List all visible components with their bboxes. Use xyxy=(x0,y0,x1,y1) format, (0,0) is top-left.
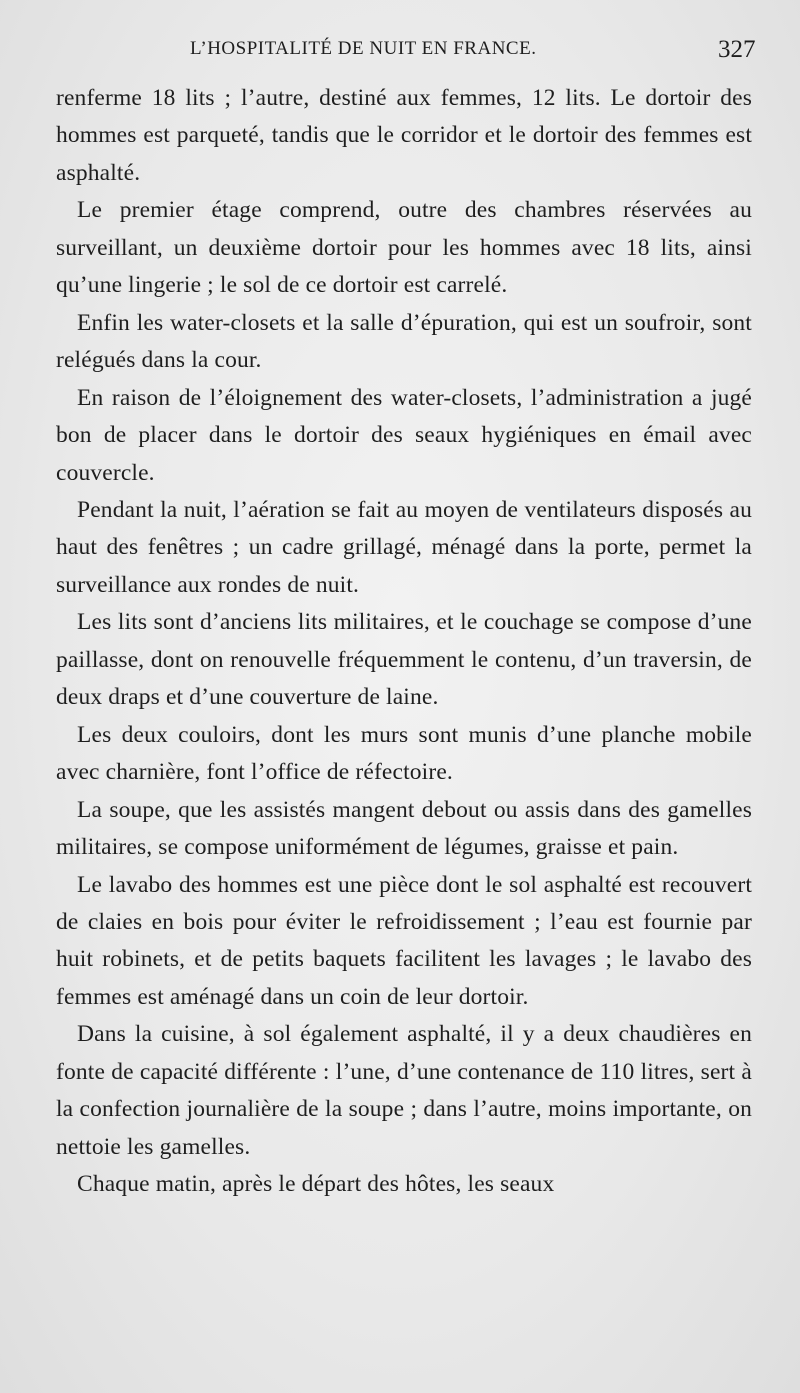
body-text xyxy=(56,80,752,1204)
paragraph: Chaque matin, après le départ des hôtes, les seaux xyxy=(77,1171,555,1198)
paragraph: Les deux couloirs, dont les murs sont munis d’une planche mobile avec charnière, font l’office de réfectoire. xyxy=(56,721,752,786)
paragraph: renferme 18 lits ; l’autre, destiné aux femmes, 12 lits. Le dortoir des hommes est parqueté, tandis que le corridor et le dortoir des femmes est asphalté. xyxy=(56,85,752,186)
paragraph: En raison de l’éloignement des water-closets, l’administration a jugé bon de placer dans le dortoir des seaux hygiéniques en émail avec couvercle. xyxy=(56,384,752,486)
paragraph: Les lits sont d’anciens lits militaires, et le couchage se compose d’une paillasse, dont on renouvelle fréquemment le contenu, d’un traversin, de deux draps et d’une couverture de laine. xyxy=(56,609,752,711)
paragraph: Le lavabo des hommes est une pièce dont le sol asphalté est recouvert de claies en bois pour éviter le refroidissement ; l’eau est fournie par huit robinets, et de petits baquets facilitent les lavages ; le lavabo des femmes est aménagé dans un coin de leur dortoir. xyxy=(56,871,752,1010)
paragraph: Pendant la nuit, l’aération se fait au moyen de ventilateurs disposés au haut des fenêtres ; un cadre grillagé, ménagé dans la porte, permet la surveillance aux rondes de nuit. xyxy=(56,496,752,598)
paragraph: La soupe, que les assistés mangent debout ou assis dans des gamelles militaires, se compose uniformément de légumes, graisse et pain. xyxy=(56,796,752,861)
running-title: L’HOSPITALITÉ DE NUIT EN FRANCE. xyxy=(190,38,537,59)
paragraph: Enfin les water-closets et la salle d’épuration, qui est un soufroir, sont relégués dans la cour. xyxy=(56,309,752,374)
page-number: 327 xyxy=(718,36,756,63)
paragraph: Dans la cuisine, à sol également asphalté, il y a deux chaudières en fonte de capacité différente : l’une, d’une contenance de 110 litres, sert à la confection journalière de la soupe ; dans l’autre, moins importante, on nettoie les gamelles. xyxy=(56,1021,752,1160)
paragraph: Le premier étage comprend, outre des chambres réservées au surveillant, un deuxième dortoir pour les hommes avec 18 lits, ainsi qu’une lingerie ; le sol de ce dortoir est carrelé. xyxy=(56,197,752,299)
